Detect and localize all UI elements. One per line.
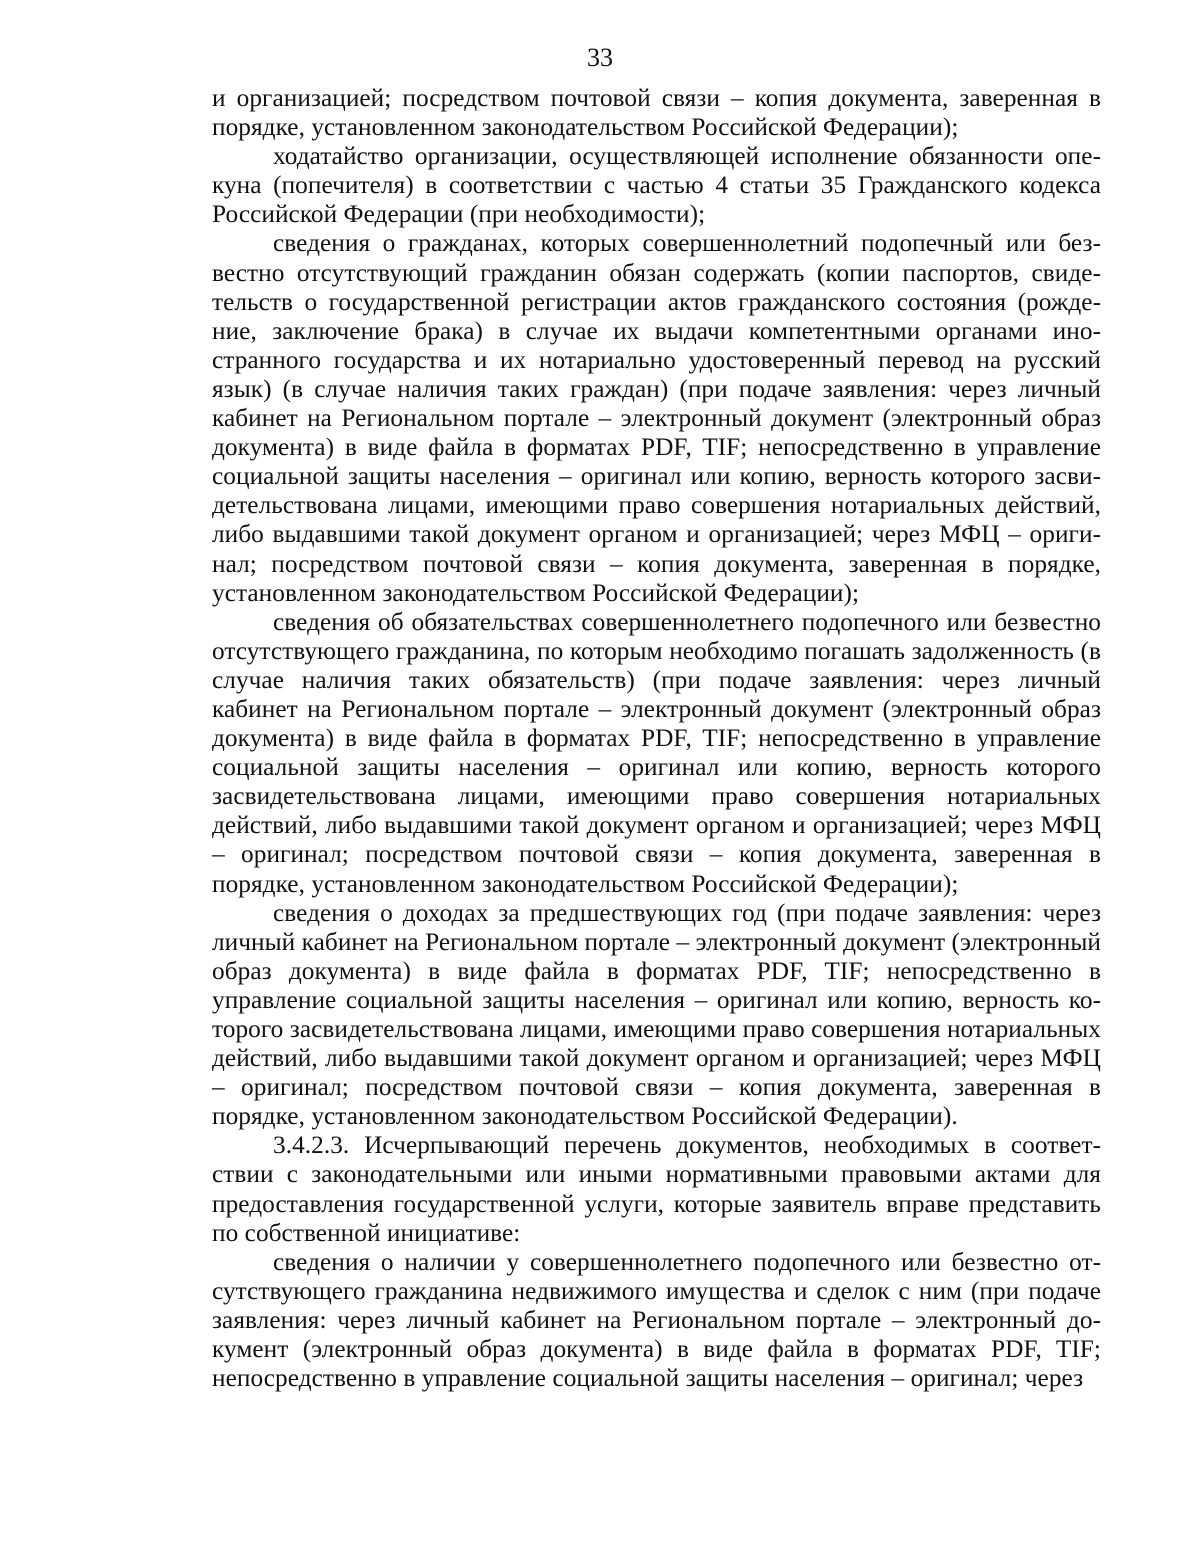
page-number: 33 (587, 43, 613, 72)
document-body (212, 84, 1101, 1393)
paragraph-section-3-4-2-3: 3.4.2.3. Исчерпывающий перечень документов, необходимых в соответствии с законодательными или иными нормативными правовыми актами для предоставления государственной услуги, которые заявитель вправе представить по собственной инициативе: (212, 1131, 1101, 1247)
paragraph-dependents-info: сведения о гражданах, которых совершеннолетний подопечный или безвестно отсутствующий гражданин обязан содержать (копии паспортов, свидетельств о государственной регистрации актов гражданского состояния (рождение, заключение брака) в случае их выдачи компетентными органами иностранного государства и их нотариально удостоверенный перевод на русский язык) (в случае наличия таких граждан) (при подаче заявления: через личный кабинет на Региональном портале – электронный документ (электронный образ документа) в виде файла в форматах PDF, TIF; непосредственно в управление социальной защиты населения – оригинал или копию, верность которого засвидетельствована лицами, имеющими право совершения нотариальных действий, либо выдавшими такой документ органом и организацией; через МФЦ – оригинал; посредством почтовой связи – копия документа, заверенная в порядке, установленном законодательством Российской Федерации); (212, 229, 1101, 607)
paragraph-obligations-info: сведения об обязательствах совершеннолетнего подопечного или безвестно отсутствующего гражданина, по которым необходимо погашать задолженность (в случае наличия таких обязательств) (при подаче заявления: через личный кабинет на Региональном портале – электронный документ (электронный образ документа) в виде файла в форматах PDF, TIF; непосредственно в управление социальной защиты населения – оригинал или копию, верность которого засвидетельствована лицами, имеющими право совершения нотариальных действий, либо выдавшими такой документ органом и организацией; через МФЦ – оригинал; посредством почтовой связи – копия документа, заверенная в порядке, установленном законодательством Российской Федерации); (212, 607, 1101, 898)
paragraph-continuation: и организацией; посредством почтовой связи – копия документа, заверенная в порядке, установленном законодательством Российской Федерации); (212, 84, 1101, 142)
paragraph-income-info: сведения о доходах за предшествующих год (при подаче заявления: через личный кабинет на Региональном портале – электронный документ (электронный образ документа) в виде файла в форматах PDF, TIF; непосредственно в управление социальной защиты населения – оригинал или копию, верность которого засвидетельствована лицами, имеющими право совершения нотариальных действий, либо выдавшими такой документ органом и организацией; через МФЦ – оригинал; посредством почтовой связи – копия документа, заверенная в порядке, установленном законодательством Российской Федерации). (212, 898, 1101, 1131)
paragraph-guardian-petition: ходатайство организации, осуществляющей исполнение обязанности опекуна (попечителя) в соответствии с частью 4 статьи 35 Гражданского кодекса Российской Федерации (при необходимости); (212, 142, 1101, 229)
paragraph-real-estate-info: сведения о наличии у совершеннолетнего подопечного или безвестно отсутствующего гражданина недвижимого имущества и сделок с ним (при подаче заявления: через личный кабинет на Региональном портале – электронный документ (электронный образ документа) в виде файла в форматах PDF, TIF; непосредственно в управление социальной защиты населения – оригинал; через (212, 1247, 1101, 1393)
